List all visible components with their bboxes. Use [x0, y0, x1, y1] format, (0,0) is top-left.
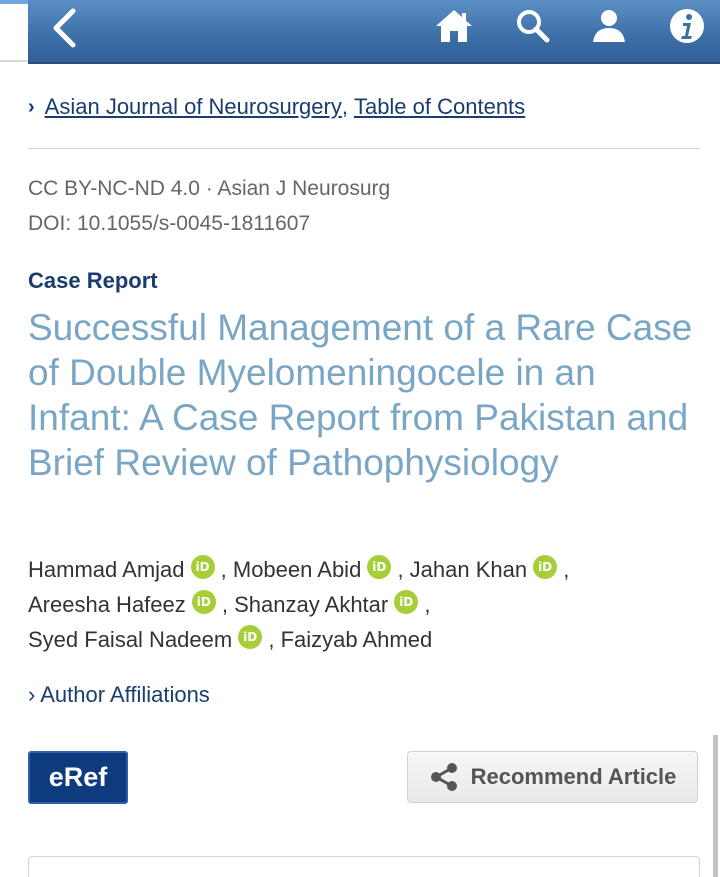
chevron-right-icon: › — [28, 95, 35, 118]
orcid-icon[interactable]: iD — [367, 555, 391, 579]
search-icon — [515, 8, 551, 44]
orcid-icon[interactable]: iD — [238, 625, 262, 649]
doi-line: DOI: 10.1055/s-0045-1811607 — [28, 212, 311, 235]
divider — [28, 148, 700, 149]
eref-button[interactable]: eRef — [28, 751, 128, 804]
home-icon — [434, 8, 474, 44]
orcid-icon[interactable]: iD — [192, 590, 216, 614]
orcid-icon[interactable]: iD — [191, 555, 215, 579]
author-name[interactable]: Jahan Khan iD — [410, 557, 557, 582]
browser-tab-strip — [0, 0, 28, 62]
author-name[interactable]: Mobeen Abid iD — [233, 557, 391, 582]
info-icon — [668, 7, 706, 45]
content-panel — [28, 856, 700, 877]
recommend-article-button[interactable] — [407, 751, 698, 803]
author-name[interactable]: Shanzay Akhtar iD — [234, 592, 418, 617]
author-affiliations-toggle[interactable]: › Author Affiliations — [28, 682, 210, 707]
chevron-left-icon — [51, 8, 77, 48]
user-icon — [589, 8, 629, 44]
share-icon — [429, 762, 459, 792]
info-button[interactable] — [663, 2, 711, 50]
back-button[interactable] — [40, 6, 88, 50]
license-line: CC BY-NC-ND 4.0 · Asian J Neurosurg — [28, 177, 391, 200]
article-type: Case Report — [28, 268, 158, 293]
orcid-icon[interactable]: iD — [533, 555, 557, 579]
scrollbar[interactable] — [713, 735, 718, 877]
journal-link[interactable]: Asian Journal of Neurosurgery — [44, 94, 342, 119]
orcid-icon[interactable]: iD — [394, 590, 418, 614]
tab-accent — [0, 0, 28, 4]
breadcrumb-separator: , — [341, 94, 348, 119]
author-name[interactable]: Areesha Hafeez iD — [28, 592, 216, 617]
account-button[interactable] — [585, 2, 633, 50]
author-name[interactable]: Faizyab Ahmed — [280, 627, 433, 652]
top-navigation-bar — [0, 0, 720, 66]
breadcrumb — [28, 94, 525, 120]
recommend-article-label: Recommend Article — [470, 764, 677, 789]
author-name[interactable]: Hammad Amjad iD — [28, 557, 215, 582]
author-list: Hammad Amjad iD , Mobeen Abid iD , Jahan Khan iD , Areesha Hafeez iD , Shanzay Akhtar iD , Syed Faisal Nadeem iD , Faizyab Ahmed — [28, 557, 570, 652]
author-name[interactable]: Syed Faisal Nadeem iD — [28, 627, 262, 652]
home-button[interactable] — [430, 2, 478, 50]
article-title: Successful Management of a Rare Case of Double Myelomeningocele in an Infant: A Case Report from Pakistan and Brief Review of Pathophysiology — [28, 307, 693, 483]
search-button[interactable] — [509, 2, 557, 50]
table-of-contents-link[interactable]: Table of Contents — [353, 94, 526, 119]
